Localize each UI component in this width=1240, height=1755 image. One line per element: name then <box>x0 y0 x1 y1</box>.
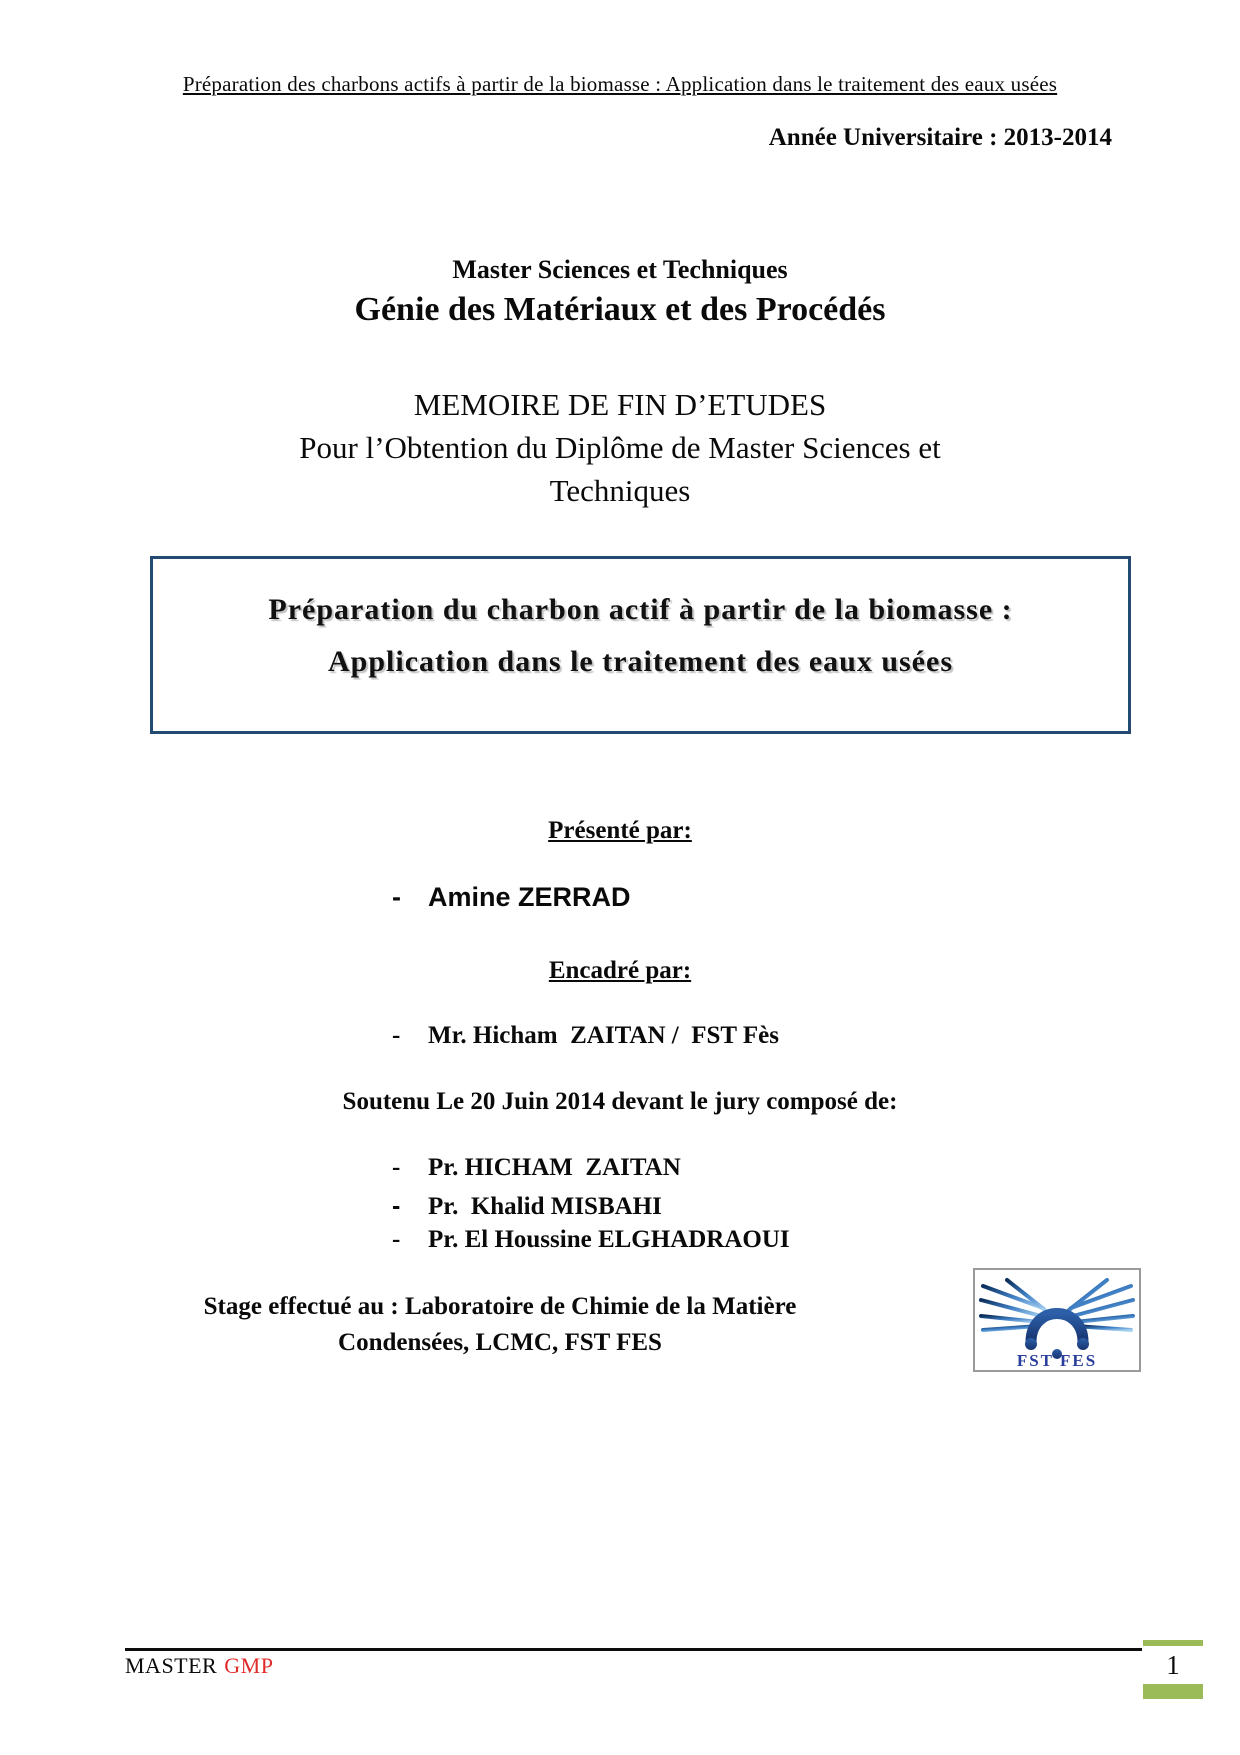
academic-year: Année Universitaire : 2013-2014 <box>768 124 1112 151</box>
program-name: Master Sciences et Techniques <box>452 255 788 284</box>
footer-label-gmp: GMP <box>224 1653 274 1678</box>
thesis-title-line1: Préparation du charbon actif à partir de la biomasse : <box>268 593 1013 626</box>
fst-fes-logo <box>973 1268 1141 1372</box>
fst-fes-logo-caption: FST FES <box>1016 1351 1098 1370</box>
jury-member-name: Pr. HICHAM ZAITAN <box>428 1154 681 1181</box>
page-number-block <box>1143 1640 1203 1700</box>
running-header-title: Préparation des charbons actifs à partir de la biomasse : Application dans le traitement des eaux usées <box>182 72 1058 96</box>
thesis-title-line2: Application dans le traitement des eaux usées <box>328 645 953 678</box>
memoir-heading: MEMOIRE DE FIN D’ETUDES <box>413 387 827 422</box>
jury-member-row <box>392 1154 681 1182</box>
presented-by-heading: Présenté par: <box>548 817 692 844</box>
memoir-subheading-line1: Pour l’Obtention du Diplôme de Master Sciences et <box>299 430 941 465</box>
author-name: Amine ZERRAD <box>428 882 631 912</box>
page-number: 1 <box>1166 1650 1180 1680</box>
list-dash: - <box>392 882 401 912</box>
list-dash: - <box>392 1192 401 1220</box>
defense-intro: Soutenu Le 20 Juin 2014 devant le jury composé de: <box>342 1088 898 1115</box>
memoir-subheading-line2: Techniques <box>549 473 691 508</box>
jury-member-name: Pr. Khalid MISBAHI <box>428 1193 662 1220</box>
internship-line2: Condensées, LCMC, FST FES <box>338 1329 662 1356</box>
list-dash: - <box>392 1154 401 1181</box>
supervisor-name: Mr. Hicham ZAITAN / FST Fès <box>428 1022 779 1049</box>
list-dash: - <box>392 1226 401 1253</box>
footer-label-master: MASTER <box>125 1653 218 1678</box>
thesis-title-box <box>150 556 1131 734</box>
jury-member-row <box>392 1192 662 1221</box>
program-specialty: Génie des Matériaux et des Procédés <box>354 291 886 328</box>
footer-label <box>125 1653 273 1679</box>
page-number-top-bar <box>1143 1640 1203 1646</box>
jury-member-name: Pr. El Houssine ELGHADRAOUI <box>428 1226 790 1253</box>
list-dash: - <box>392 1022 401 1049</box>
supervised-by-heading: Encadré par: <box>548 957 692 984</box>
footer-rule <box>125 1648 1142 1651</box>
internship-line1: Stage effectué au : Laboratoire de Chimie de la Matière <box>203 1293 797 1320</box>
internship-location <box>150 1289 850 1361</box>
page-number-bottom-bar <box>1143 1684 1203 1699</box>
fst-fes-logo-graphic <box>973 1268 1141 1372</box>
author-list-item <box>392 882 631 913</box>
supervisor-list-item <box>392 1022 779 1050</box>
jury-member-row <box>392 1226 790 1254</box>
